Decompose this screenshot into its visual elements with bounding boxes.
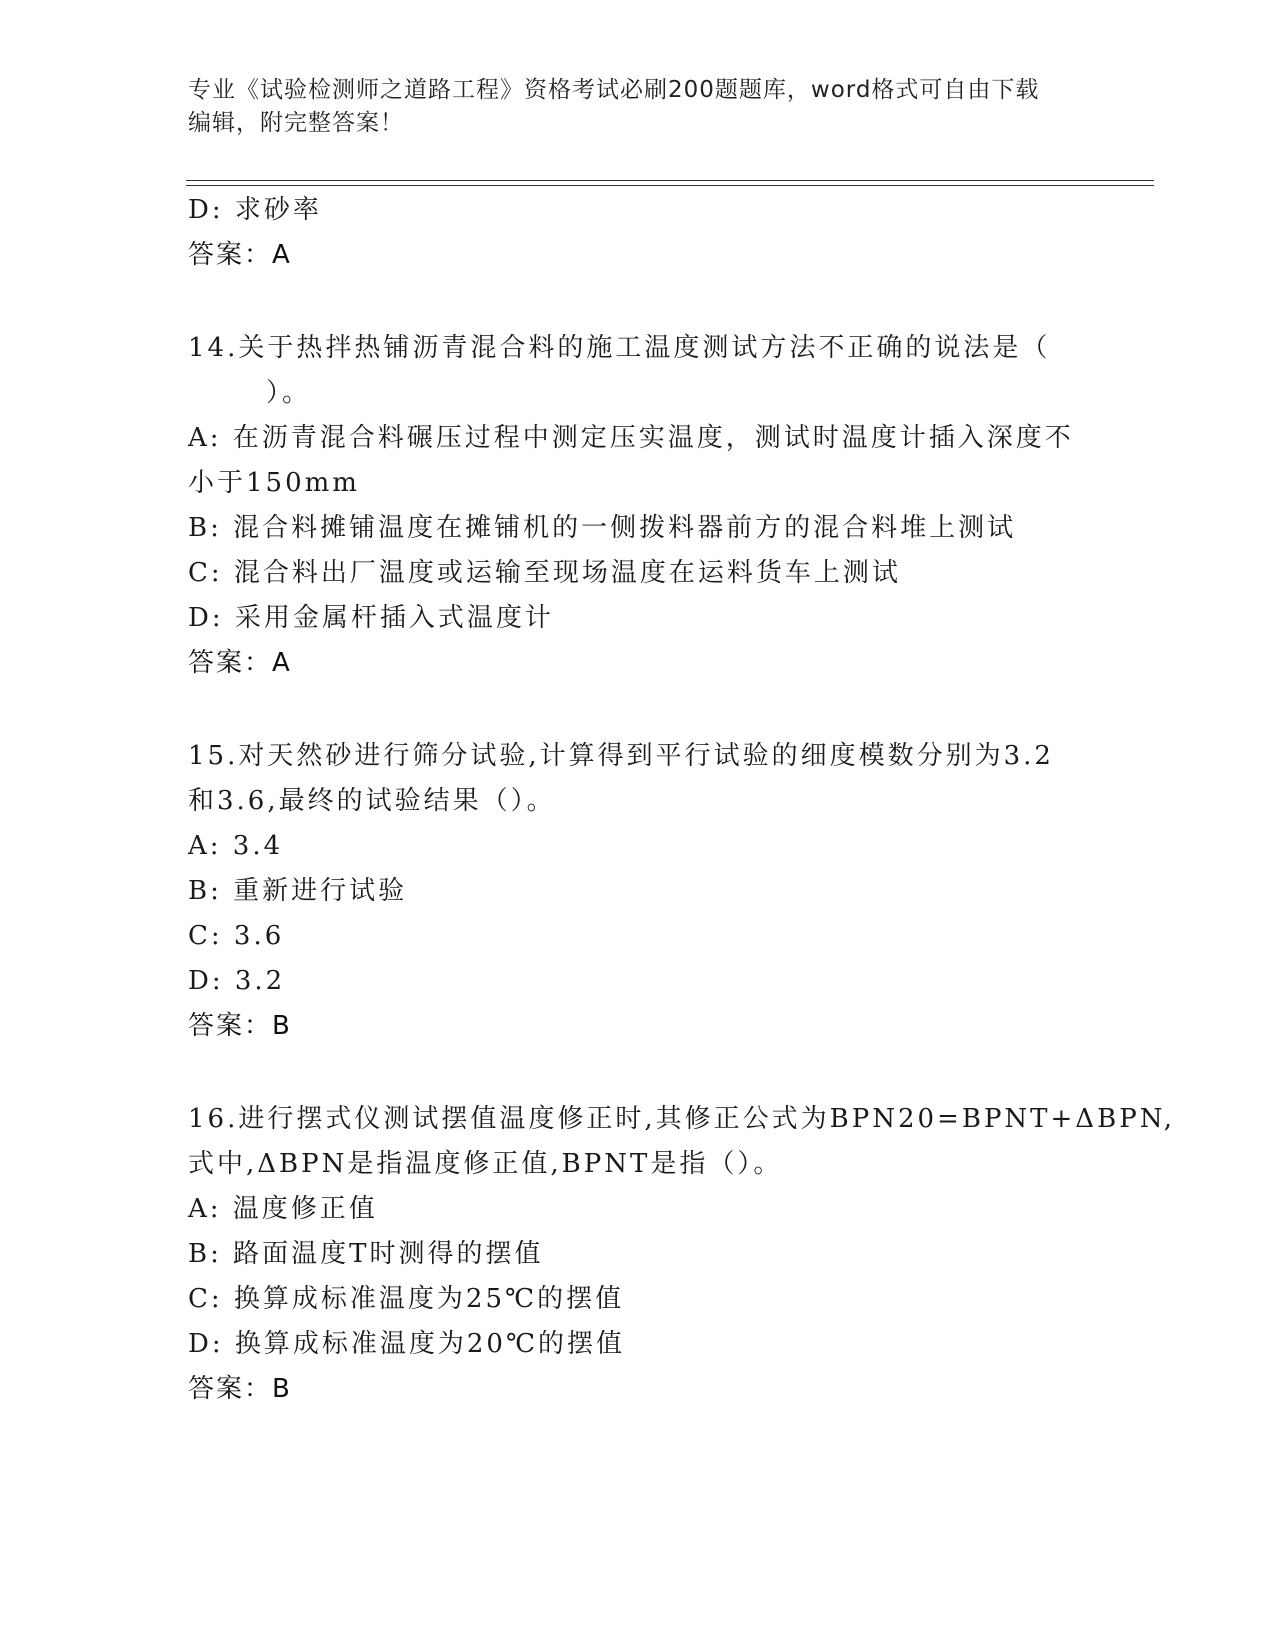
option-c: C: 3.6 [188,921,285,951]
option-d: D: 求砂率 [188,195,322,225]
previous-question-tail [188,188,1088,278]
option-c: C: 换算成标准温度为25℃的摆值 [188,1284,625,1314]
answer-line: 答案：A [188,648,292,678]
question-stem-continued: 式中,ΔBPN是指温度修正值,BPNT是指（）。 [188,1149,783,1179]
option-a: A: 温度修正值 [188,1194,378,1224]
header-divider-bottom [186,185,1154,186]
header-title-line-1: 专业《试验检测师之道路工程》资格考试必刷200题题库，word格式可自由下载 [188,77,1040,103]
option-a-continued: 小于150mm [188,468,360,498]
question-14 [188,326,1088,686]
question-content [188,188,1176,1412]
option-d: D: 换算成标准温度为20℃的摆值 [188,1329,626,1359]
document-header [188,74,1088,140]
option-c: C: 混合料出厂温度或运输至现场温度在运料货车上测试 [188,558,901,588]
answer-line: 答案：A [188,240,292,270]
header-divider-top [186,180,1154,181]
question-stem: 16.进行摆式仪测试摆值温度修正时,其修正公式为BPN20=BPNT+ΔBPN, [188,1104,1176,1134]
question-stem: 14.关于热拌热铺沥青混合料的施工温度测试方法不正确的说法是（ [188,333,1051,363]
option-b: B: 重新进行试验 [188,876,408,906]
spacer [188,686,1088,734]
option-b: B: 混合料摊铺温度在摊铺机的一侧拨料器前方的混合料堆上测试 [188,513,1017,543]
spacer [188,1049,1088,1097]
option-d: D: 采用金属杆插入式温度计 [188,603,554,633]
answer-line: 答案：B [188,1374,292,1404]
option-a: A: 在沥青混合料碾压过程中测定压实温度，测试时温度计插入深度不 [188,423,1074,453]
option-a: A: 3.4 [188,831,284,861]
option-b: B: 路面温度T时测得的摆值 [188,1239,544,1269]
option-d: D: 3.2 [188,966,286,996]
question-stem-continued: 和3.6,最终的试验结果（）。 [188,786,556,816]
question-stem-continued: ）。 [266,378,312,408]
question-15 [188,734,1088,1049]
question-stem: 15.对天然砂进行筛分试验,计算得到平行试验的细度模数分别为3.2 [188,741,1054,771]
question-16 [188,1097,1176,1412]
answer-line: 答案：B [188,1011,292,1041]
spacer [188,278,1088,326]
header-title-line-2: 编辑，附完整答案！ [188,110,404,136]
